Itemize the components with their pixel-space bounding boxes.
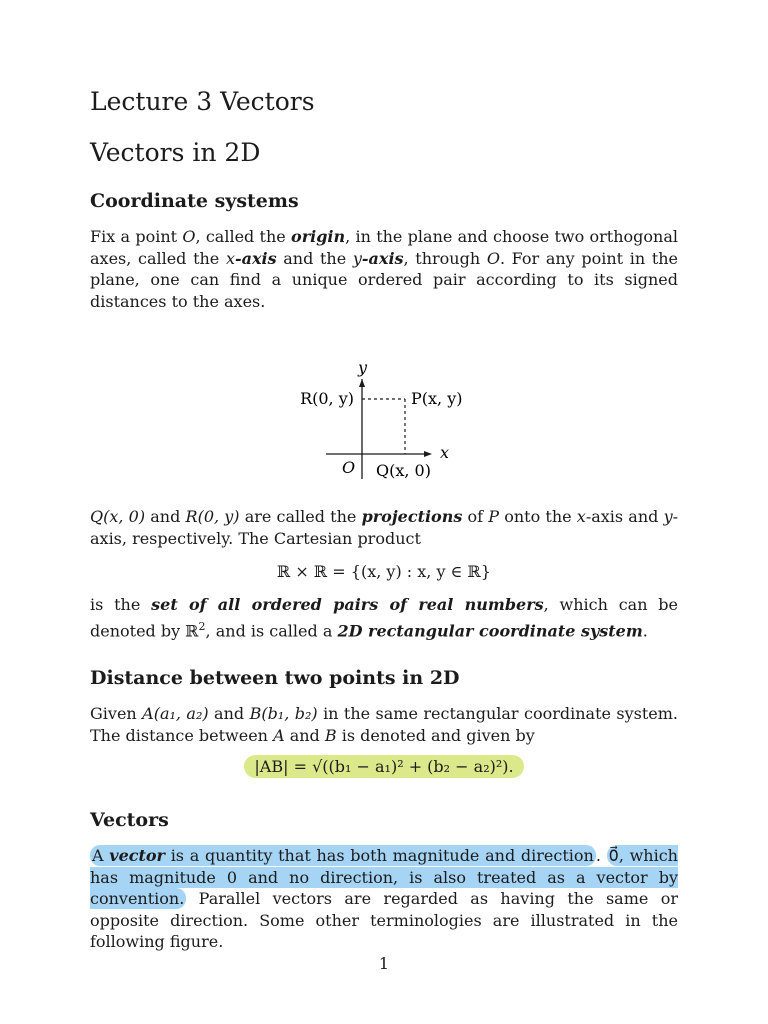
x-axis-label: x	[440, 443, 450, 462]
subsection-distance: Distance between two points in 2D	[90, 667, 460, 689]
subsection-coordinate-systems: Coordinate systems	[90, 190, 299, 212]
distance-equation: |AB| = √((b₁ − a₁)² + (b₂ − a₂)²).	[244, 755, 523, 778]
highlight-vector-definition: A vector is a quantity that has both magnitude and direction	[92, 846, 594, 865]
point-q-label: Q(x, 0)	[376, 461, 431, 480]
y-axis-arrow	[359, 379, 365, 387]
highlight-zero-vector: 0⃗, which has magnitude 0 and no direction, is also treated as a vector by convention.	[90, 846, 678, 908]
coordinate-paragraph: Fix a point O, called the origin, in the plane and choose two orthogonal axes, called the x-axis and the y-axis, through O. For any point in the plane, one can find a unique ordered pair according to its signed distances to the axes.	[90, 227, 679, 311]
projection-paragraph: Q(x, 0) and R(0, y) are called the projections of P onto the x-axis and y-axis, respectively. The Cartesian product	[90, 507, 679, 548]
coordinate-figure	[290, 355, 480, 485]
vectors-paragraph: A vector is a quantity that has both magnitude and direction . 0⃗, which has magnitude 0 and no direction, is also treated as a vector by convention. Parallel vectors are regarded as having the same or opposite direction. Some other terminologies are illustrated in the following figure.	[90, 846, 678, 951]
point-r-label: R(0, y)	[300, 389, 354, 408]
page-number: 1	[378, 954, 390, 973]
distance-paragraph: Given A(a₁, a₂) and B(b₁, b₂) in the same rectangular coordinate system. The distance between A and B is denoted and given by	[90, 704, 679, 745]
origin-label: O	[342, 458, 356, 477]
distance-equation-row	[90, 756, 678, 778]
subsection-vectors: Vectors	[90, 809, 169, 831]
set-paragraph: is the set of all ordered pairs of real numbers, which can be denoted by ℝ$^2$, and is called a 2D rectangular coordinate system.	[90, 595, 679, 640]
point-p-label: P(x, y)	[411, 389, 463, 408]
cartesian-equation: ℝ × ℝ = {(x, y) : x, y ∈ ℝ}	[277, 562, 491, 581]
x-axis-arrow	[424, 451, 432, 457]
section-title: Vectors in 2D	[90, 138, 261, 167]
y-axis-label: y	[358, 358, 368, 377]
lecture-title: Lecture 3 Vectors	[90, 87, 315, 116]
